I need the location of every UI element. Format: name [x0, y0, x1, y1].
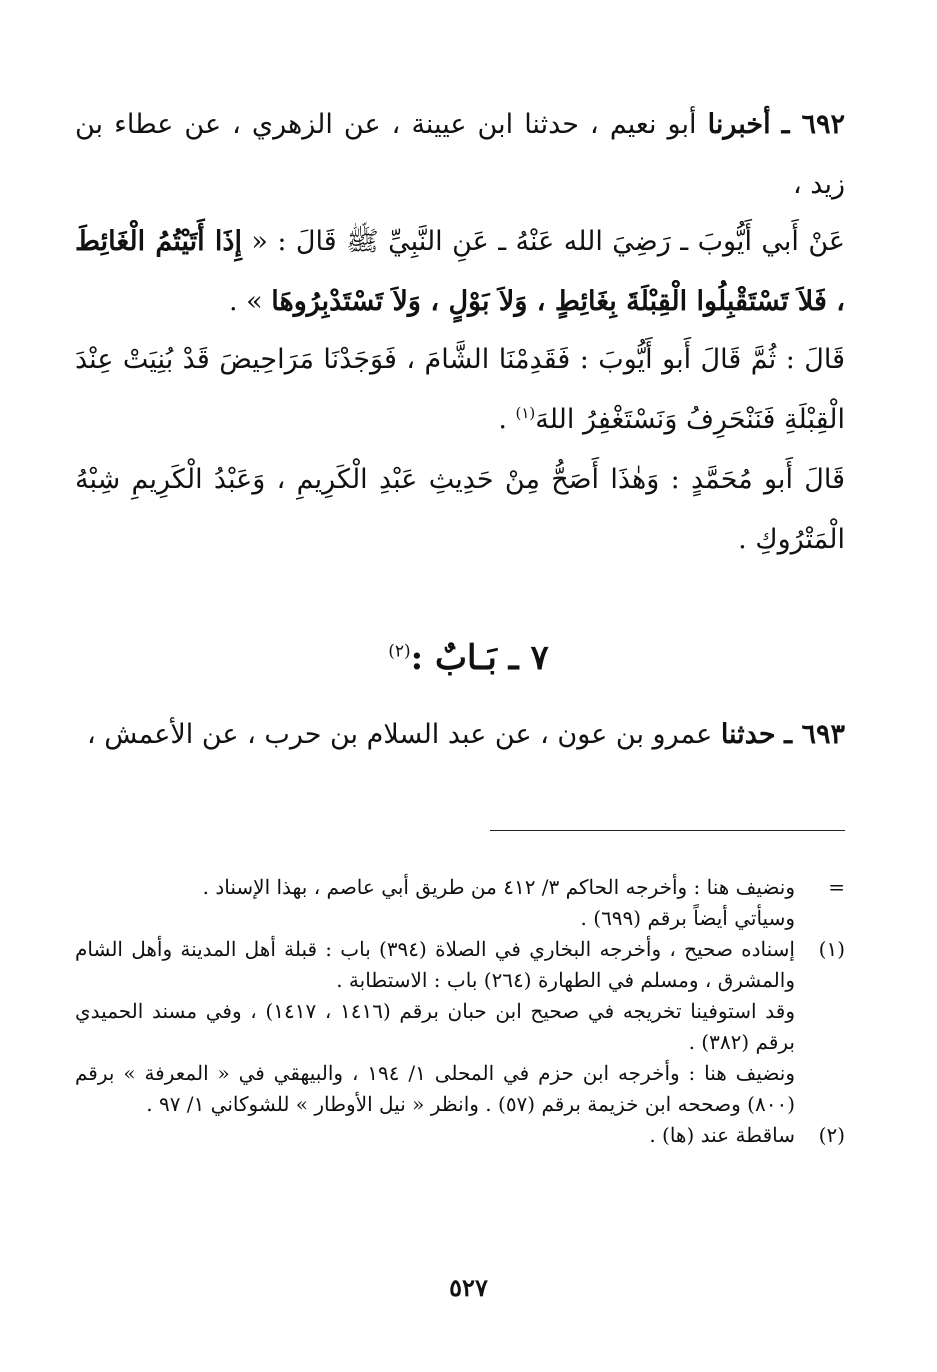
footnote-line: ونضيف هنا : وأخرجه الحاكم ٣/ ٤١٢ من طريق أبي عاصم ، بهذا الإسناد . — [202, 875, 795, 899]
hadith-lead-word: حدثنا — [720, 719, 776, 750]
footnote-marker: (١) — [818, 937, 845, 961]
footnote-continued — [75, 872, 845, 934]
page-number: ٥٢٧ — [449, 1273, 488, 1302]
footnote-line: وسيأتي أيضاً برقم (٦٩٩) . — [580, 906, 795, 930]
footnote-line: ونضيف هنا : وأخرجه ابن حزم في المحلى ١/ ١٩٤ ، والبيهقي في « المعرفة » برقم (٨٠٠) وصححه ابن خزيمة برقم (٥٧) . وانظر « نيل الأوطار » للشوكاني ١/ ٩٧ . — [75, 1061, 795, 1116]
hadith-692-continuation — [75, 330, 845, 450]
footnote-ref-2: (٢) — [388, 641, 411, 662]
prophetic-saying: إِذَا أَتَيْتُمُ الْغَائِطَ ، فَلاَ تَسْتَقْبِلُوا الْقِبْلَةَ بِغَائِطٍ ، وَلاَ بَوْلٍ ، وَلاَ تَسْتَدْبِرُوهَا — [75, 226, 845, 317]
footnote-body — [75, 1120, 795, 1151]
footnote-line: إسناده صحيح ، وأخرجه البخاري في الصلاة (٣٩٤) باب : قبلة أهل المدينة وأهل الشام والمشرق ، ومسلم في الطهارة (٢٦٤) باب : الاستطابة . — [75, 937, 795, 992]
hadith-693-isnad — [75, 705, 845, 765]
footnote-body — [75, 934, 795, 1120]
footnote-divider — [490, 830, 845, 831]
footnote-body — [75, 872, 795, 934]
author-comment — [75, 450, 845, 570]
hadith-number: ٦٩٢ ـ — [781, 109, 845, 140]
isnad-text: أبو نعيم ، حدثنا ابن عيينة ، عن الزهري ، عن عطاء بن زيد ، — [75, 109, 845, 200]
footnote-marker: (٢) — [818, 1123, 845, 1147]
matn-closing: » . — [228, 286, 263, 317]
continuation-text: قَالَ : ثُمَّ قَالَ أَبو أَيُّوبَ : فَقَدِمْنَا الشَّامَ ، فَوَجَدْنَا مَرَاحِيضَ قَدْ بُنِيَتْ عِنْدَ الْقِبْلَةِ فَنَنْحَرِفُ وَنَسْتَغْفِرُ اللهَ — [75, 344, 845, 435]
hadith-number: ٦٩٣ ـ — [784, 719, 845, 750]
footnote-ref-1: (١) — [515, 404, 536, 422]
comment-text: قَالَ أَبو مُحَمَّدٍ : وَهٰذَا أَصَحُّ مِنْ حَدِيثِ عَبْدِ الْكَرِيمِ ، وَعَبْدُ الْكَرِيمِ شِبْهُ الْمَتْرُوكِ . — [75, 464, 845, 555]
isnad-text: عمرو بن عون ، عن عبد السلام بن حرب ، عن الأعمش ، — [86, 719, 713, 750]
chapter-heading — [0, 628, 937, 688]
chapter-title: ٧ ـ بَـابٌ : — [410, 638, 549, 678]
hadith-692-matn — [75, 212, 845, 332]
footnotes — [75, 872, 845, 1151]
footnote-marker: = — [828, 875, 845, 899]
hadith-lead-word: أخبرنا — [707, 109, 771, 140]
matn-opening: عَنْ أَبي أَيُّوبَ ـ رَضِيَ الله عَنْهُ ـ عَنِ النَّبِيِّ ﷺ قَالَ : « — [251, 226, 846, 257]
hadith-692-isnad — [75, 95, 845, 215]
footnote-2 — [75, 1120, 845, 1151]
footnote-line: ساقطة عند (ها) . — [649, 1123, 795, 1147]
footnote-line: وقد استوفينا تخريجه في صحيح ابن حبان برقم (١٤١٦ ، ١٤١٧) ، وفي مسند الحميدي برقم (٣٨٢) . — [75, 999, 795, 1054]
continuation-end: . — [498, 404, 516, 435]
footnote-1 — [75, 934, 845, 1120]
